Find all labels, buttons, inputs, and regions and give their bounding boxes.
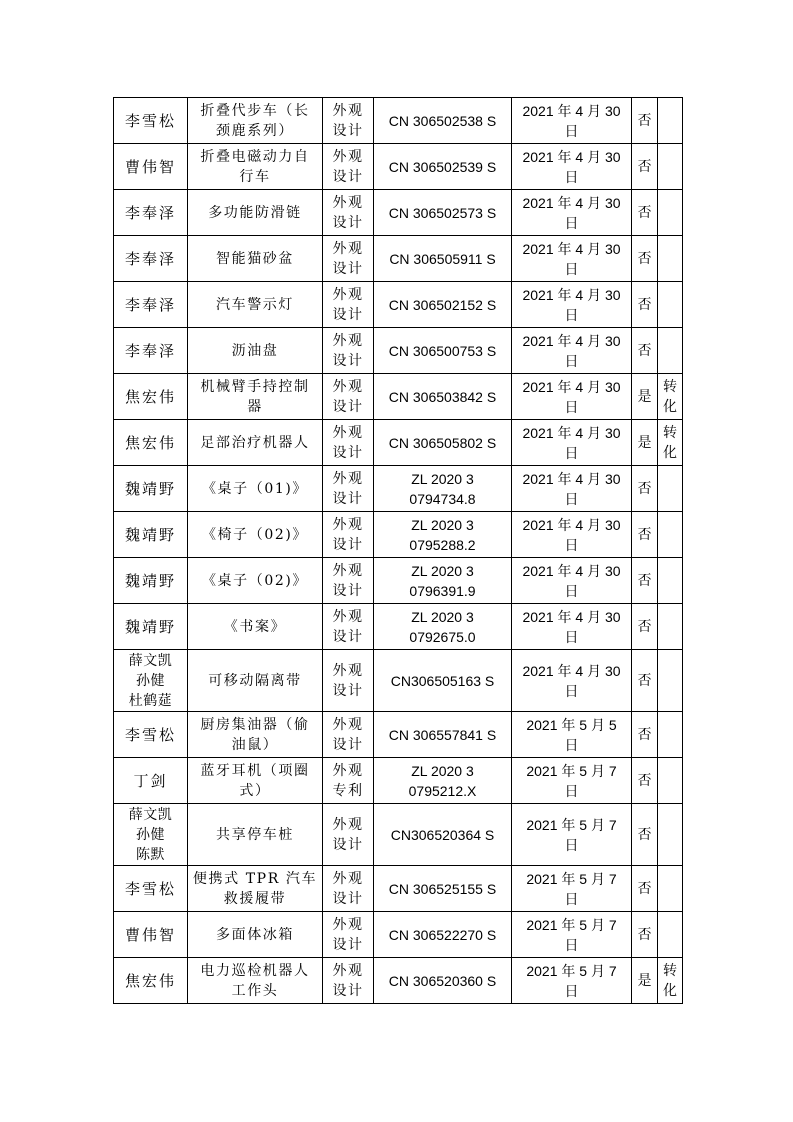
inventor-cell: 焦宏伟 — [114, 958, 188, 1004]
patent-type-cell: 外观 设计 — [323, 328, 374, 374]
patent-type-cell: 外观 设计 — [323, 558, 374, 604]
patent-number-cell: ZL 2020 3 0795212.X — [374, 758, 512, 804]
patent-type-cell: 外观 设计 — [323, 420, 374, 466]
patent-title-cell: 共享停车桩 — [188, 804, 323, 866]
patent-number-cell: CN 306502573 S — [374, 190, 512, 236]
patent-type-cell: 外观 设计 — [323, 912, 374, 958]
patent-title-cell: 多面体冰箱 — [188, 912, 323, 958]
patent-title-cell: 足部治疗机器人 — [188, 420, 323, 466]
patent-number-cell: CN 306502538 S — [374, 98, 512, 144]
granted-flag-cell: 否 — [632, 144, 658, 190]
inventor-cell: 丁剑 — [114, 758, 188, 804]
grant-date-cell: 2021 年 5 月 5 日 — [512, 712, 632, 758]
patent-title-cell: 便携式 TPR 汽车 救援履带 — [188, 866, 323, 912]
patent-title-cell: 《桌子（01)》 — [188, 466, 323, 512]
patent-type-cell: 外观 设计 — [323, 712, 374, 758]
patent-type-cell: 外观 设计 — [323, 466, 374, 512]
inventor-cell: 曹伟智 — [114, 144, 188, 190]
patent-type-cell: 外观 设计 — [323, 98, 374, 144]
inventor-cell: 魏靖野 — [114, 604, 188, 650]
transfer-cell: 转 化 — [658, 958, 683, 1004]
patent-number-cell: CN 306502152 S — [374, 282, 512, 328]
grant-date-cell: 2021 年 4 月 30 日 — [512, 98, 632, 144]
patent-number-cell: CN 306505802 S — [374, 420, 512, 466]
granted-flag-cell: 是 — [632, 374, 658, 420]
granted-flag-cell: 否 — [632, 466, 658, 512]
grant-date-cell: 2021 年 4 月 30 日 — [512, 144, 632, 190]
transfer-cell: 转 化 — [658, 420, 683, 466]
inventor-cell: 李雪松 — [114, 712, 188, 758]
grant-date-cell: 2021 年 5 月 7 日 — [512, 866, 632, 912]
table-row — [114, 804, 683, 866]
table-row — [114, 912, 683, 958]
inventor-cell: 薛文凯 孙健 陈默 — [114, 804, 188, 866]
inventor-cell: 魏靖野 — [114, 512, 188, 558]
granted-flag-cell: 否 — [632, 912, 658, 958]
transfer-cell: 转 化 — [658, 374, 683, 420]
patent-type-cell: 外观 设计 — [323, 650, 374, 712]
grant-date-cell: 2021 年 4 月 30 日 — [512, 374, 632, 420]
granted-flag-cell: 否 — [632, 758, 658, 804]
table-row — [114, 98, 683, 144]
patent-title-cell: 沥油盘 — [188, 328, 323, 374]
patent-number-cell: CN 306505911 S — [374, 236, 512, 282]
patent-title-cell: 折叠代步车（长 颈鹿系列） — [188, 98, 323, 144]
granted-flag-cell: 否 — [632, 98, 658, 144]
grant-date-cell: 2021 年 4 月 30 日 — [512, 190, 632, 236]
transfer-cell — [658, 144, 683, 190]
granted-flag-cell: 否 — [632, 804, 658, 866]
patent-title-cell: 机械臂手持控制 器 — [188, 374, 323, 420]
patent-type-cell: 外观 设计 — [323, 374, 374, 420]
table-row — [114, 282, 683, 328]
granted-flag-cell: 否 — [632, 236, 658, 282]
table-row — [114, 420, 683, 466]
table-row — [114, 712, 683, 758]
grant-date-cell: 2021 年 4 月 30 日 — [512, 512, 632, 558]
patent-type-cell: 外观 专利 — [323, 758, 374, 804]
patent-number-cell: CN 306500753 S — [374, 328, 512, 374]
patent-number-cell: CN 306503842 S — [374, 374, 512, 420]
grant-date-cell: 2021 年 4 月 30 日 — [512, 420, 632, 466]
patent-title-cell: 折叠电磁动力自 行车 — [188, 144, 323, 190]
grant-date-cell: 2021 年 5 月 7 日 — [512, 958, 632, 1004]
inventor-cell: 焦宏伟 — [114, 374, 188, 420]
granted-flag-cell: 否 — [632, 650, 658, 712]
inventor-cell: 李奉泽 — [114, 236, 188, 282]
patent-table — [113, 97, 683, 1004]
granted-flag-cell: 否 — [632, 512, 658, 558]
inventor-cell: 魏靖野 — [114, 466, 188, 512]
table-row — [114, 758, 683, 804]
inventor-cell: 李奉泽 — [114, 328, 188, 374]
granted-flag-cell: 否 — [632, 328, 658, 374]
patent-number-cell: CN 306522270 S — [374, 912, 512, 958]
patent-title-cell: 汽车警示灯 — [188, 282, 323, 328]
patent-title-cell: 《书案》 — [188, 604, 323, 650]
grant-date-cell: 2021 年 4 月 30 日 — [512, 236, 632, 282]
inventor-cell: 薛文凯 孙健 杜鹤莚 — [114, 650, 188, 712]
granted-flag-cell: 是 — [632, 958, 658, 1004]
grant-date-cell: 2021 年 4 月 30 日 — [512, 282, 632, 328]
patent-number-cell: ZL 2020 3 0792675.0 — [374, 604, 512, 650]
patent-title-cell: 《椅子（02)》 — [188, 512, 323, 558]
inventor-cell: 李奉泽 — [114, 282, 188, 328]
table-row — [114, 558, 683, 604]
transfer-cell — [658, 282, 683, 328]
transfer-cell — [658, 236, 683, 282]
transfer-cell — [658, 712, 683, 758]
transfer-cell — [658, 466, 683, 512]
patent-number-cell: CN 306502539 S — [374, 144, 512, 190]
patent-title-cell: 厨房集油器（偷 油鼠） — [188, 712, 323, 758]
patent-title-cell: 电力巡检机器人 工作头 — [188, 958, 323, 1004]
patent-number-cell: ZL 2020 3 0796391.9 — [374, 558, 512, 604]
patent-type-cell: 外观 设计 — [323, 190, 374, 236]
patent-number-cell: CN306520364 S — [374, 804, 512, 866]
inventor-cell: 李雪松 — [114, 98, 188, 144]
transfer-cell — [658, 328, 683, 374]
patent-type-cell: 外观 设计 — [323, 144, 374, 190]
table-row — [114, 866, 683, 912]
granted-flag-cell: 否 — [632, 282, 658, 328]
patent-number-cell: CN 306557841 S — [374, 712, 512, 758]
transfer-cell — [658, 650, 683, 712]
transfer-cell — [658, 512, 683, 558]
table-row — [114, 466, 683, 512]
inventor-cell: 焦宏伟 — [114, 420, 188, 466]
table-row — [114, 328, 683, 374]
transfer-cell — [658, 912, 683, 958]
grant-date-cell: 2021 年 4 月 30 日 — [512, 328, 632, 374]
granted-flag-cell: 否 — [632, 604, 658, 650]
inventor-cell: 李雪松 — [114, 866, 188, 912]
table-row — [114, 604, 683, 650]
transfer-cell — [658, 98, 683, 144]
granted-flag-cell: 否 — [632, 558, 658, 604]
table-row — [114, 650, 683, 712]
table-row — [114, 374, 683, 420]
patent-type-cell: 外观 设计 — [323, 958, 374, 1004]
table-row — [114, 958, 683, 1004]
patent-type-cell: 外观 设计 — [323, 866, 374, 912]
transfer-cell — [658, 866, 683, 912]
inventor-cell: 曹伟智 — [114, 912, 188, 958]
patent-type-cell: 外观 设计 — [323, 282, 374, 328]
granted-flag-cell: 否 — [632, 190, 658, 236]
patent-type-cell: 外观 设计 — [323, 512, 374, 558]
inventor-cell: 李奉泽 — [114, 190, 188, 236]
patent-type-cell: 外观 设计 — [323, 236, 374, 282]
grant-date-cell: 2021 年 5 月 7 日 — [512, 804, 632, 866]
patent-number-cell: CN 306520360 S — [374, 958, 512, 1004]
transfer-cell — [658, 558, 683, 604]
patent-title-cell: 可移动隔离带 — [188, 650, 323, 712]
patent-title-cell: 蓝牙耳机（项圈 式） — [188, 758, 323, 804]
grant-date-cell: 2021 年 5 月 7 日 — [512, 912, 632, 958]
patent-number-cell: CN 306525155 S — [374, 866, 512, 912]
transfer-cell — [658, 190, 683, 236]
transfer-cell — [658, 804, 683, 866]
granted-flag-cell: 否 — [632, 712, 658, 758]
table-row — [114, 236, 683, 282]
transfer-cell — [658, 604, 683, 650]
grant-date-cell: 2021 年 4 月 30 日 — [512, 466, 632, 512]
patent-type-cell: 外观 设计 — [323, 804, 374, 866]
transfer-cell — [658, 758, 683, 804]
table-row — [114, 144, 683, 190]
table-row — [114, 512, 683, 558]
patent-type-cell: 外观 设计 — [323, 604, 374, 650]
patent-number-cell: CN306505163 S — [374, 650, 512, 712]
table-row — [114, 190, 683, 236]
grant-date-cell: 2021 年 4 月 30 日 — [512, 604, 632, 650]
inventor-cell: 魏靖野 — [114, 558, 188, 604]
patent-title-cell: 智能猫砂盆 — [188, 236, 323, 282]
patent-table-body — [114, 98, 683, 1004]
patent-number-cell: ZL 2020 3 0794734.8 — [374, 466, 512, 512]
grant-date-cell: 2021 年 5 月 7 日 — [512, 758, 632, 804]
patent-number-cell: ZL 2020 3 0795288.2 — [374, 512, 512, 558]
grant-date-cell: 2021 年 4 月 30 日 — [512, 650, 632, 712]
patent-title-cell: 《桌子（02)》 — [188, 558, 323, 604]
granted-flag-cell: 是 — [632, 420, 658, 466]
grant-date-cell: 2021 年 4 月 30 日 — [512, 558, 632, 604]
patent-title-cell: 多功能防滑链 — [188, 190, 323, 236]
granted-flag-cell: 否 — [632, 866, 658, 912]
